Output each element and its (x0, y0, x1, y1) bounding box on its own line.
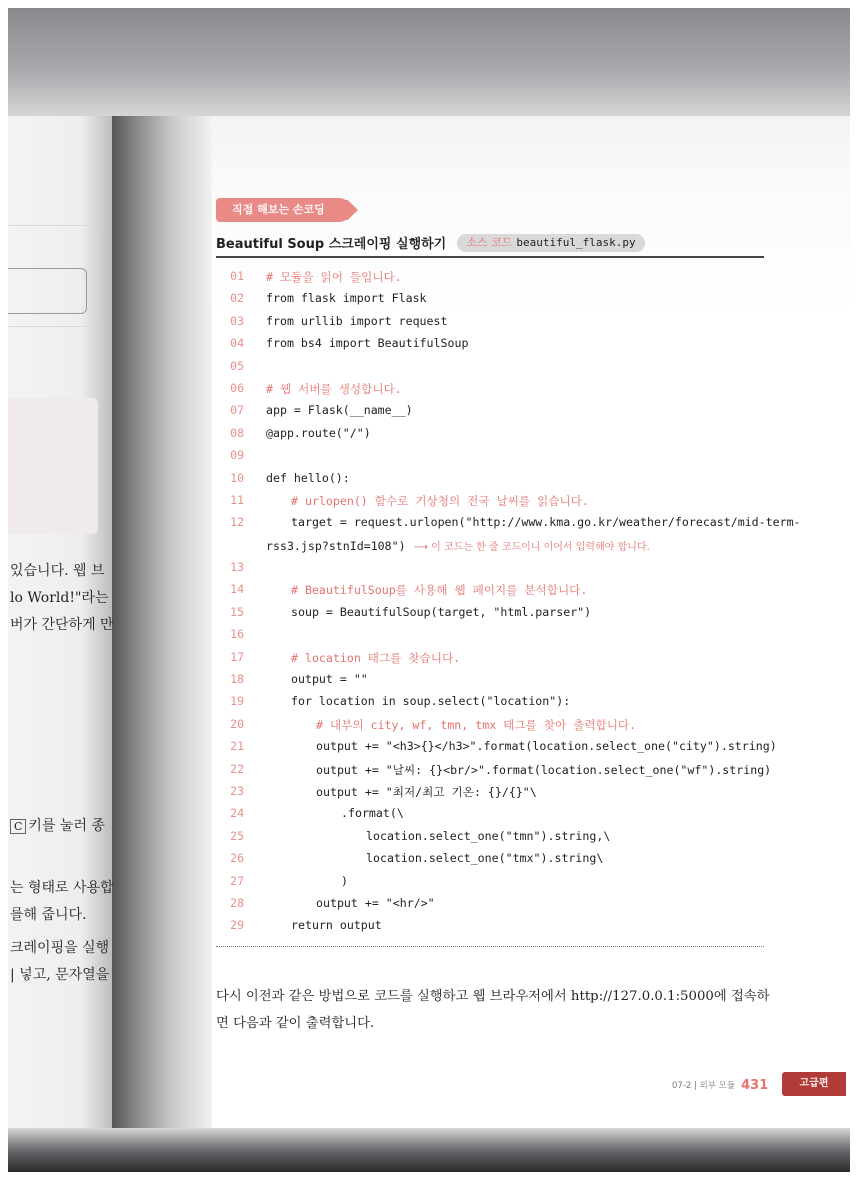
book-gutter (112, 116, 212, 1128)
code-text-content: soup = BeautifulSoup(target, "html.parser") (291, 604, 592, 619)
code-text-content: # 모듈을 읽어 들입니다. (266, 270, 402, 284)
code-text-content: .format(\ (341, 806, 404, 821)
code-text-content: output = "" (291, 672, 368, 687)
line-number: 09 (230, 448, 244, 463)
left-page-text-7: 크레이핑을 실행 (10, 940, 110, 956)
code-text-content: # urlopen() 함수로 기상청의 전국 날씨를 읽습니다. (291, 493, 589, 508)
code-line (216, 714, 764, 736)
code-text (341, 874, 348, 888)
code-comment (266, 269, 402, 285)
source-code-label: 소스 코드 (466, 235, 513, 249)
section-title: Beautiful Soup 스크레이핑 실행하기 (216, 237, 447, 252)
bottom-shadow (8, 1128, 850, 1172)
code-line (216, 691, 764, 713)
line-number: 18 (230, 672, 244, 687)
code-line (216, 333, 764, 355)
line-number: 10 (230, 470, 244, 485)
code-text-content: # 내부의 city, wf, tmn, tmx 태그를 찾아 출력합니다. (316, 717, 637, 732)
footer-section: 07-2 | 외부 모듈 (672, 1081, 736, 1091)
code-text-content: from flask import Flask (266, 291, 427, 306)
line-number: 26 (230, 851, 244, 866)
line-number: 04 (230, 336, 244, 351)
code-text-content: target = request.urlopen("http://www.kma.go.kr/weather/forecast/mid-term- (291, 515, 801, 530)
line-number: 14 (230, 582, 244, 597)
code-line (216, 311, 764, 333)
code-text (366, 829, 610, 843)
line-number: 27 (230, 873, 244, 888)
code-text (266, 471, 350, 485)
source-file-name: beautiful_flask.py (516, 235, 636, 249)
code-text (291, 605, 591, 619)
code-comment (316, 717, 636, 733)
code-text-content: app = Flask(__name__) (266, 403, 413, 418)
continuation-note: ⟶ 이 코드는 한 줄 코드이니 이어서 입력해야 합니다. (413, 541, 650, 553)
line-number: 16 (230, 627, 244, 642)
level-tab: 고급편 (782, 1072, 846, 1096)
left-page-text-8: | 넣고, 문자열을 (10, 967, 110, 983)
code-line (216, 288, 764, 310)
code-text-content: output += "<hr/>" (316, 895, 435, 910)
code-text-content: from urllib import request (266, 313, 448, 328)
code-line (216, 871, 764, 893)
line-number: 15 (230, 604, 244, 619)
line-number: 03 (230, 313, 244, 328)
code-comment (291, 650, 460, 666)
left-page-text-3: 버가 간단하게 만 (10, 617, 114, 633)
code-text-content: location.select_one("tmx").string\ (366, 851, 604, 866)
code-text-content: def hello(): (266, 470, 350, 485)
left-page-text-2: lo World!"라는 (10, 590, 109, 606)
code-line (216, 356, 764, 378)
code-comment (266, 381, 402, 397)
line-number: 29 (230, 918, 244, 933)
code-text (316, 784, 537, 800)
code-text (291, 672, 368, 686)
code-line (216, 624, 764, 646)
code-text (266, 426, 371, 440)
key-icon: C (10, 819, 26, 834)
code-text-content: output += "<h3>{}</h3>".format(location.select_one("city").string) (316, 739, 777, 754)
left-page-text-6: 를해 줍니다. (10, 907, 87, 923)
code-text (266, 336, 468, 350)
code-line (216, 781, 764, 803)
code-comment (291, 493, 589, 509)
code-line (216, 557, 764, 579)
code-text-content: location.select_one("tmn").string,\ (366, 828, 611, 843)
line-number: 05 (230, 358, 244, 373)
code-text-content: @app.route("/") (266, 425, 371, 440)
code-text-content: # 웹 서버를 생성합니다. (266, 381, 402, 396)
code-comment (291, 582, 587, 598)
line-number: 25 (230, 828, 244, 843)
code-line (216, 378, 764, 400)
title-divider (216, 256, 764, 258)
line-number: 21 (230, 739, 244, 754)
source-code-pill (457, 234, 644, 252)
line-number: 07 (230, 403, 244, 418)
code-line (216, 602, 764, 624)
line-number: 28 (230, 895, 244, 910)
code-text (366, 851, 603, 865)
line-number: 19 (230, 694, 244, 709)
code-text-content: # BeautifulSoup를 사용해 웹 페이지를 분석합니다. (291, 583, 588, 598)
code-text (341, 806, 404, 820)
left-page-input-box (8, 268, 87, 314)
left-page-text-1: 있습니다. 웹 브 (10, 563, 105, 579)
code-text (266, 538, 650, 553)
code-line (216, 759, 772, 781)
line-number: 01 (230, 269, 244, 283)
left-page-frame (8, 225, 99, 327)
line-number: 06 (230, 380, 244, 395)
code-text (266, 403, 413, 417)
code-line (216, 803, 764, 825)
code-text-content: return output (291, 918, 382, 933)
code-line (216, 490, 764, 512)
code-line (216, 647, 764, 669)
code-text (291, 515, 801, 529)
code-line (216, 400, 764, 422)
code-text (291, 918, 382, 932)
code-text-content: for location in soup.select("location"): (291, 694, 571, 709)
left-page-text-5: 는 형태로 사용합 (10, 880, 114, 896)
section-title-row (216, 232, 645, 252)
line-number: 12 (230, 515, 244, 530)
code-line (216, 512, 801, 534)
hands-on-badge: 직접 해보는 손코딩 (216, 198, 351, 222)
code-divider (216, 946, 764, 947)
line-number: 13 (230, 560, 244, 575)
left-page-text-4 (10, 815, 105, 835)
line-number: 23 (230, 783, 244, 798)
line-number: 11 (230, 492, 244, 507)
line-number: 22 (230, 761, 244, 776)
code-text (266, 291, 427, 305)
code-line (216, 579, 764, 601)
code-line (216, 535, 764, 557)
code-line (216, 669, 764, 691)
right-edge (850, 116, 858, 1128)
line-number: 02 (230, 291, 244, 306)
code-line (216, 915, 764, 937)
code-text-content: output += "최저/최고 기온: {}/{}"\ (316, 784, 537, 799)
code-text-content: # location 태그를 찾습니다. (291, 650, 461, 665)
left-page-text-4-label: 키를 눌러 종 (28, 818, 105, 834)
line-number: 20 (230, 716, 244, 731)
code-text-content: ) (341, 873, 348, 888)
line-number: 24 (230, 806, 244, 821)
line-number: 17 (230, 649, 244, 664)
code-text-content: rss3.jsp?stnId=108") (266, 538, 406, 553)
code-line (216, 468, 764, 490)
code-listing (216, 266, 801, 938)
line-number: 08 (230, 425, 244, 440)
page-number: 431 (741, 1078, 769, 1093)
code-text (316, 762, 771, 778)
code-text-content: output += "날씨: {}<br/>".format(location.select_one("wf").string) (316, 762, 772, 777)
left-page-code-box (8, 398, 98, 534)
code-text (316, 739, 777, 753)
code-line (216, 848, 764, 870)
code-line (216, 445, 764, 467)
code-line (216, 826, 764, 848)
page-footer (672, 1078, 768, 1093)
code-line (216, 736, 777, 758)
code-text (291, 694, 570, 708)
code-line (216, 266, 764, 288)
code-text (266, 314, 447, 328)
code-text-content: from bs4 import BeautifulSoup (266, 336, 469, 351)
top-shadow (8, 8, 850, 120)
body-paragraph: 다시 이전과 같은 방법으로 코드를 실행하고 웹 브라우저에서 http://127.0.0.1:5000에 접속하면 다음과 같이 출력합니다. (216, 989, 770, 1031)
code-line (216, 893, 764, 915)
code-text (316, 896, 435, 910)
code-line (216, 423, 764, 445)
